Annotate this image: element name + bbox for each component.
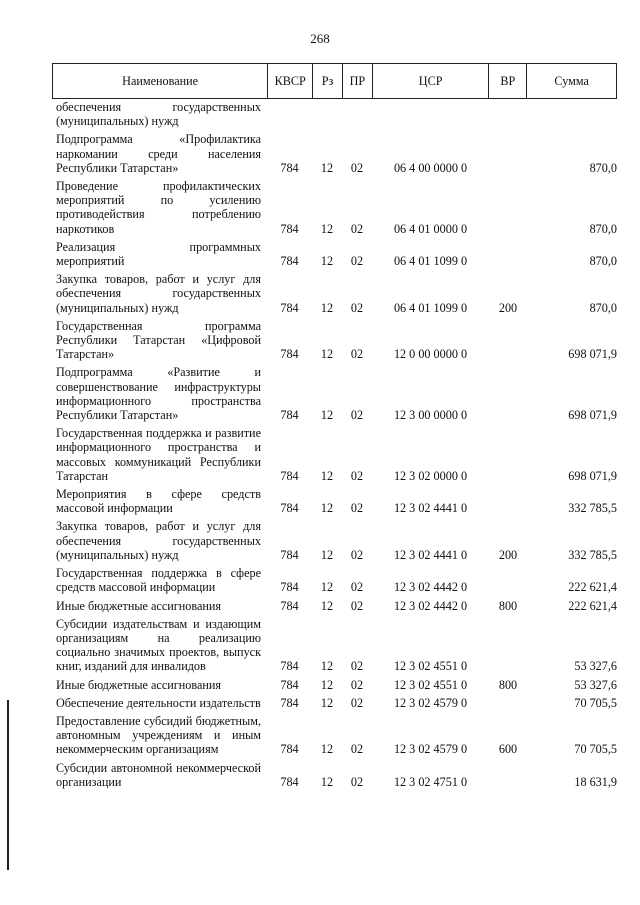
cell-pr: 02 [350, 221, 364, 236]
cell-name: Проведение профилактических мероприятий по усилению противодействия потреблению наркотиков [56, 179, 261, 236]
cell-pr: 02 [350, 501, 364, 516]
cell-name: Мероприятия в сфере средств массовой информации [56, 487, 261, 516]
table-row [52, 566, 617, 594]
cell-rz: 12 [320, 659, 334, 674]
table-row [52, 617, 617, 674]
cell-csr: 12 0 00 0000 0 [393, 347, 468, 362]
table-row [52, 426, 617, 483]
cell-rz: 12 [320, 742, 334, 757]
cell-sum: 18 631,9 [574, 774, 617, 789]
cell-rz: 12 [320, 695, 334, 710]
cell-rz: 12 [320, 580, 334, 595]
table-body [52, 99, 617, 789]
cell-vr: 600 [498, 742, 518, 757]
cell-rz: 12 [320, 547, 334, 562]
cell-csr: 12 3 02 4579 0 [393, 742, 468, 757]
cell-kvsr: 784 [280, 347, 299, 362]
cell-csr: 12 3 02 4442 0 [393, 580, 468, 595]
cell-sum: 332 785,5 [568, 501, 617, 516]
cell-csr: 12 3 02 4441 0 [393, 547, 468, 562]
cell-csr: 06 4 01 1099 0 [393, 254, 468, 269]
table-row [52, 272, 617, 315]
cell-pr: 02 [350, 468, 364, 483]
cell-kvsr: 784 [280, 160, 299, 175]
header-sum: Сумма [526, 64, 616, 98]
page-number: 268 [310, 31, 330, 46]
table-row [52, 240, 617, 268]
cell-csr: 12 3 02 0000 0 [393, 468, 468, 483]
cell-rz: 12 [320, 347, 334, 362]
table-row [52, 714, 617, 757]
cell-kvsr: 784 [280, 300, 299, 315]
cell-pr: 02 [350, 254, 364, 269]
cell-pr: 02 [350, 347, 364, 362]
cell-name: Предоставление субсидий бюджетным, автономным учреждениям и иным некоммерческим организациям [56, 713, 261, 757]
cell-sum: 70 705,5 [574, 695, 617, 710]
cell-rz: 12 [320, 774, 334, 789]
cell-rz: 12 [320, 677, 334, 692]
cell-vr: 200 [498, 547, 518, 562]
cell-sum: 698 071,9 [568, 347, 617, 362]
budget-table [52, 63, 617, 789]
cell-kvsr: 784 [280, 408, 299, 423]
cell-sum: 698 071,9 [568, 408, 617, 423]
cell-pr: 02 [350, 580, 364, 595]
cell-csr: 12 3 02 4442 0 [393, 598, 468, 613]
left-margin-rule [7, 700, 9, 870]
cell-csr: 06 4 00 0000 0 [393, 160, 468, 175]
cell-sum: 222 621,4 [568, 598, 617, 613]
header-kvsr: КВСР [267, 64, 312, 98]
table-row [52, 761, 617, 789]
cell-pr: 02 [350, 774, 364, 789]
cell-name: Закупка товаров, работ и услуг для обеспечения государственных (муниципальных) нужд [56, 272, 261, 315]
cell-sum: 870,0 [589, 254, 617, 269]
cell-pr: 02 [350, 408, 364, 423]
table-row [52, 519, 617, 562]
cell-sum: 698 071,9 [568, 468, 617, 483]
table-row [52, 179, 617, 236]
cell-csr: 12 3 02 4579 0 [393, 695, 468, 710]
table-row [52, 599, 617, 613]
cell-pr: 02 [350, 659, 364, 674]
cell-sum: 870,0 [589, 221, 617, 236]
cell-pr: 02 [350, 300, 364, 315]
header-csr: ЦСР [372, 64, 489, 98]
cell-pr: 02 [350, 160, 364, 175]
cell-name: Иные бюджетные ассигнования [56, 677, 222, 692]
cell-name: Государственная поддержка и развитие информационного пространства и массовых коммуникаций Республики Татарстан [56, 426, 261, 483]
table-row [52, 696, 617, 710]
table-row [52, 365, 617, 422]
cell-kvsr: 784 [280, 221, 299, 236]
cell-kvsr: 784 [280, 254, 299, 269]
cell-kvsr: 784 [280, 695, 299, 710]
table-row [52, 132, 617, 175]
cell-name: Обеспечение деятельности издательств [56, 695, 261, 710]
table-row [52, 100, 617, 128]
header-name: Наименование [122, 73, 199, 88]
cell-csr: 06 4 01 1099 0 [393, 300, 468, 315]
cell-sum: 870,0 [589, 300, 617, 315]
cell-csr: 12 3 02 4551 0 [393, 677, 468, 692]
cell-name: Субсидии издательствам и издающим организациям на реализацию социально значимых проектов, выпуск книг, изданий для инвалидов [56, 616, 261, 674]
cell-rz: 12 [320, 254, 334, 269]
table-header [52, 63, 617, 99]
cell-csr: 06 4 01 0000 0 [393, 221, 468, 236]
cell-rz: 12 [320, 160, 334, 175]
cell-rz: 12 [320, 221, 334, 236]
cell-sum: 870,0 [589, 160, 617, 175]
cell-name: обеспечения государственных (муниципальных) нужд [56, 100, 261, 129]
cell-kvsr: 784 [280, 598, 299, 613]
cell-kvsr: 784 [280, 580, 299, 595]
cell-kvsr: 784 [280, 677, 299, 692]
cell-rz: 12 [320, 468, 334, 483]
cell-csr: 12 3 02 4551 0 [393, 659, 468, 674]
cell-rz: 12 [320, 598, 334, 613]
cell-kvsr: 784 [280, 742, 299, 757]
header-vr: ВР [488, 64, 526, 98]
cell-rz: 12 [320, 501, 334, 516]
table-row [52, 487, 617, 515]
cell-kvsr: 784 [280, 659, 299, 674]
header-rz: Рз [312, 64, 342, 98]
cell-csr: 12 3 02 4441 0 [393, 501, 468, 516]
cell-sum: 332 785,5 [568, 547, 617, 562]
cell-kvsr: 784 [280, 468, 299, 483]
table-row [52, 678, 617, 692]
cell-pr: 02 [350, 677, 364, 692]
cell-pr: 02 [350, 742, 364, 757]
cell-kvsr: 784 [280, 774, 299, 789]
cell-vr: 800 [498, 598, 518, 613]
cell-sum: 222 621,4 [568, 580, 617, 595]
cell-rz: 12 [320, 300, 334, 315]
cell-vr: 200 [498, 300, 518, 315]
cell-sum: 53 327,6 [574, 659, 617, 674]
cell-kvsr: 784 [280, 501, 299, 516]
cell-name: Субсидии автономной некоммерческой организации [56, 760, 261, 789]
cell-csr: 12 3 00 0000 0 [393, 408, 468, 423]
cell-name: Государственная программа Республики Татарстан «Цифровой Татарстан» [56, 318, 261, 362]
cell-sum: 53 327,6 [574, 677, 617, 692]
cell-name: Закупка товаров, работ и услуг для обеспечения государственных (муниципальных) нужд [56, 519, 261, 562]
cell-rz: 12 [320, 408, 334, 423]
cell-kvsr: 784 [280, 547, 299, 562]
cell-vr: 800 [498, 677, 518, 692]
cell-pr: 02 [350, 598, 364, 613]
cell-name: Реализация программных мероприятий [56, 239, 261, 269]
cell-pr: 02 [350, 695, 364, 710]
cell-name: Подпрограмма «Развитие и совершенствование инфраструктуры информационного пространства Республики Татарстан» [56, 365, 261, 423]
cell-name: Государственная поддержка в сфере средств массовой информации [56, 566, 261, 595]
cell-pr: 02 [350, 547, 364, 562]
cell-name: Иные бюджетные ассигнования [56, 598, 222, 613]
cell-sum: 70 705,5 [574, 742, 617, 757]
cell-name: Подпрограмма «Профилактика наркомании среди населения Республики Татарстан» [56, 132, 261, 175]
table-row [52, 319, 617, 362]
cell-csr: 12 3 02 4751 0 [393, 774, 468, 789]
header-pr: ПР [342, 64, 372, 98]
